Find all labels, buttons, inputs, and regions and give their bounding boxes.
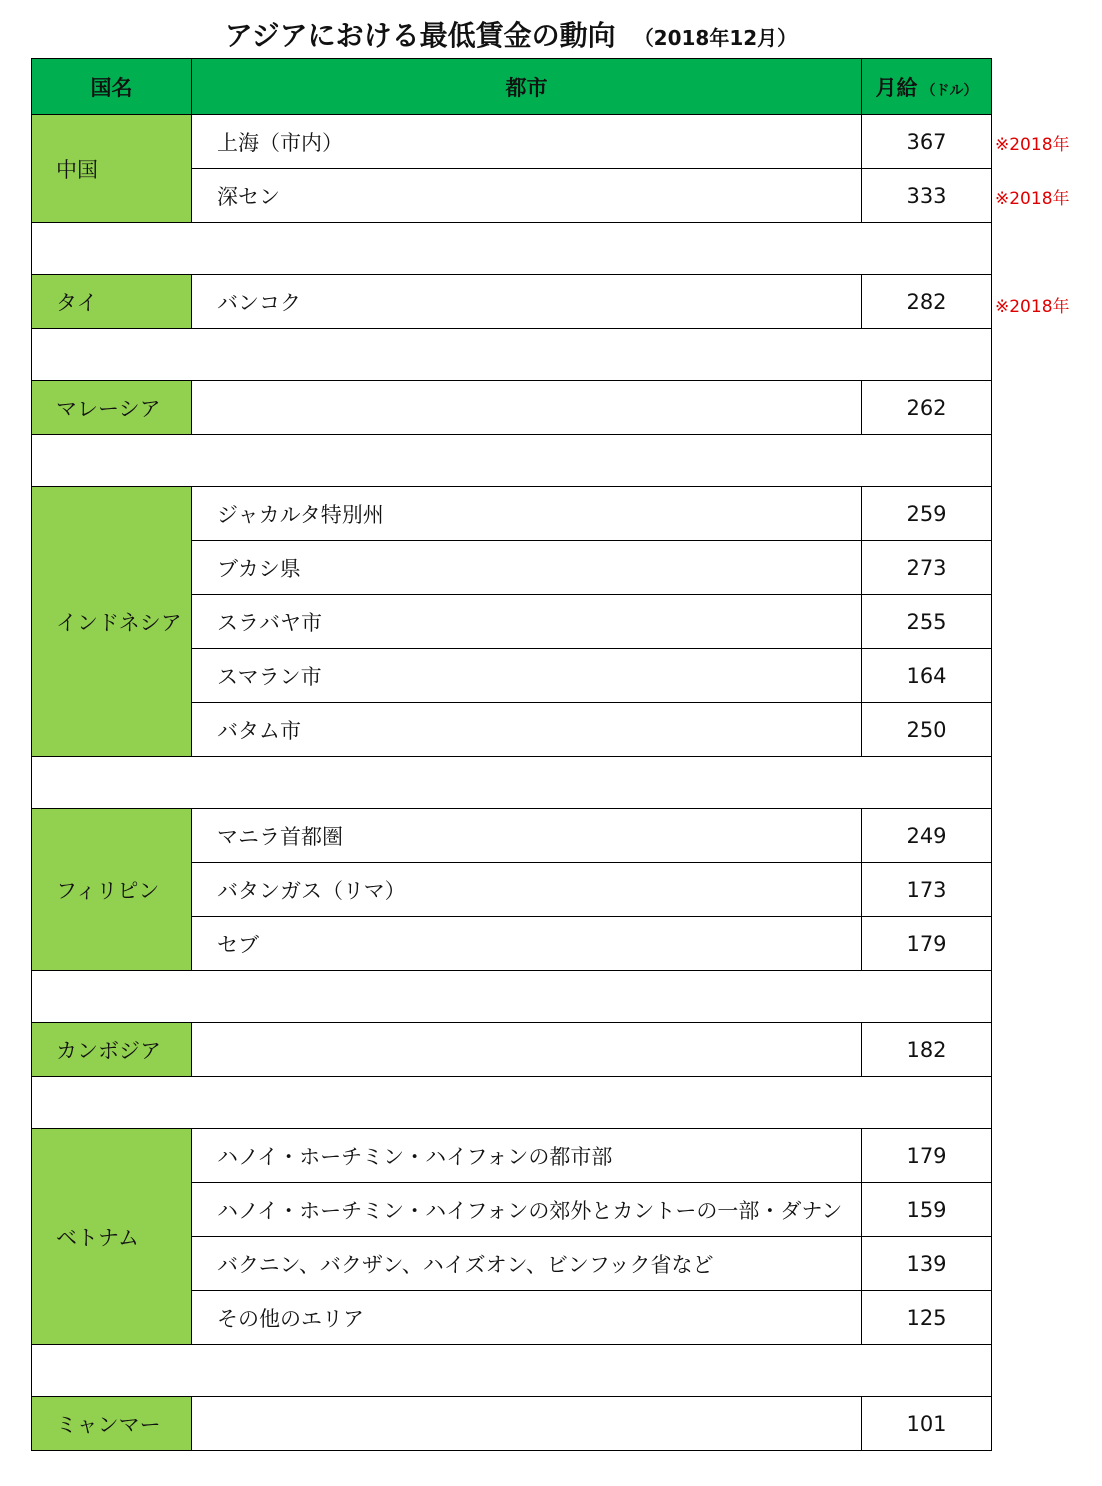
wage-cell: 159	[862, 1183, 992, 1237]
city-cell: その他のエリア	[192, 1291, 862, 1345]
spacer-row	[32, 971, 992, 1023]
city-cell: マニラ首都圏	[192, 809, 862, 863]
spacer-row	[32, 223, 992, 275]
spacer-row	[32, 1077, 992, 1129]
table-row	[32, 275, 992, 329]
wage-cell: 273	[862, 541, 992, 595]
wage-cell: 259	[862, 487, 992, 541]
country-cell: カンボジア	[32, 1023, 192, 1077]
country-cell: タイ	[32, 275, 192, 329]
spacer-row	[32, 1345, 992, 1397]
table-row	[32, 1023, 992, 1077]
header-city: 都市	[192, 59, 862, 115]
country-cell: 中国	[32, 115, 192, 223]
wage-cell: 333	[862, 169, 992, 223]
wage-cell: 182	[862, 1023, 992, 1077]
wage-cell: 179	[862, 1129, 992, 1183]
table-body	[32, 115, 992, 1451]
city-cell: ジャカルタ特別州	[192, 487, 862, 541]
wage-cell: 255	[862, 595, 992, 649]
wage-cell: 249	[862, 809, 992, 863]
city-cell	[192, 1397, 862, 1451]
table-row	[32, 381, 992, 435]
spacer-cell	[32, 435, 992, 487]
spacer-cell	[32, 223, 992, 275]
city-cell: 深セン	[192, 169, 862, 223]
wage-cell: 179	[862, 917, 992, 971]
table-row	[32, 1397, 992, 1451]
city-cell: バクニン、バクザン、ハイズオン、ビンフック省など	[192, 1237, 862, 1291]
country-cell: ミャンマー	[32, 1397, 192, 1451]
page-title	[0, 14, 1022, 54]
spacer-cell	[32, 757, 992, 809]
wage-cell: 101	[862, 1397, 992, 1451]
city-cell: スマラン市	[192, 649, 862, 703]
spacer-cell	[32, 971, 992, 1023]
wage-cell: 125	[862, 1291, 992, 1345]
header-wage	[862, 59, 992, 115]
table-row	[32, 115, 992, 169]
city-cell: ハノイ・ホーチミン・ハイフォンの都市部	[192, 1129, 862, 1183]
table-row	[32, 809, 992, 863]
city-cell: 上海（市内）	[192, 115, 862, 169]
wage-cell: 367	[862, 115, 992, 169]
wage-cell: 164	[862, 649, 992, 703]
wage-cell: 250	[862, 703, 992, 757]
city-cell: セブ	[192, 917, 862, 971]
spacer-cell	[32, 329, 992, 381]
city-cell: ハノイ・ホーチミン・ハイフォンの郊外とカントーの一部・ダナン	[192, 1183, 862, 1237]
table-row	[32, 487, 992, 541]
city-cell: ブカシ県	[192, 541, 862, 595]
spacer-cell	[32, 1077, 992, 1129]
wage-cell: 282	[862, 275, 992, 329]
spacer-row	[32, 329, 992, 381]
country-cell: インドネシア	[32, 487, 192, 757]
year-note: ※2018年	[995, 135, 1070, 155]
year-note: ※2018年	[995, 297, 1070, 317]
wage-cell: 139	[862, 1237, 992, 1291]
table-row	[32, 1129, 992, 1183]
city-cell: バタム市	[192, 703, 862, 757]
header-wage-unit: （ドル）	[921, 82, 978, 99]
spacer-cell	[32, 1345, 992, 1397]
country-cell: フィリピン	[32, 809, 192, 971]
year-note: ※2018年	[995, 189, 1070, 209]
city-cell: バタンガス（リマ）	[192, 863, 862, 917]
wage-cell: 173	[862, 863, 992, 917]
title-date: （2018年12月）	[633, 26, 798, 50]
header-wage-label: 月給	[875, 75, 918, 100]
spacer-row	[32, 757, 992, 809]
minimum-wage-table	[31, 58, 992, 1451]
city-cell: スラバヤ市	[192, 595, 862, 649]
country-cell: マレーシア	[32, 381, 192, 435]
title-main: アジアにおける最低賃金の動向	[224, 19, 616, 52]
header-row	[32, 59, 992, 115]
city-cell	[192, 381, 862, 435]
city-cell: バンコク	[192, 275, 862, 329]
country-cell: ベトナム	[32, 1129, 192, 1345]
city-cell	[192, 1023, 862, 1077]
wage-cell: 262	[862, 381, 992, 435]
header-country: 国名	[32, 59, 192, 115]
spacer-row	[32, 435, 992, 487]
